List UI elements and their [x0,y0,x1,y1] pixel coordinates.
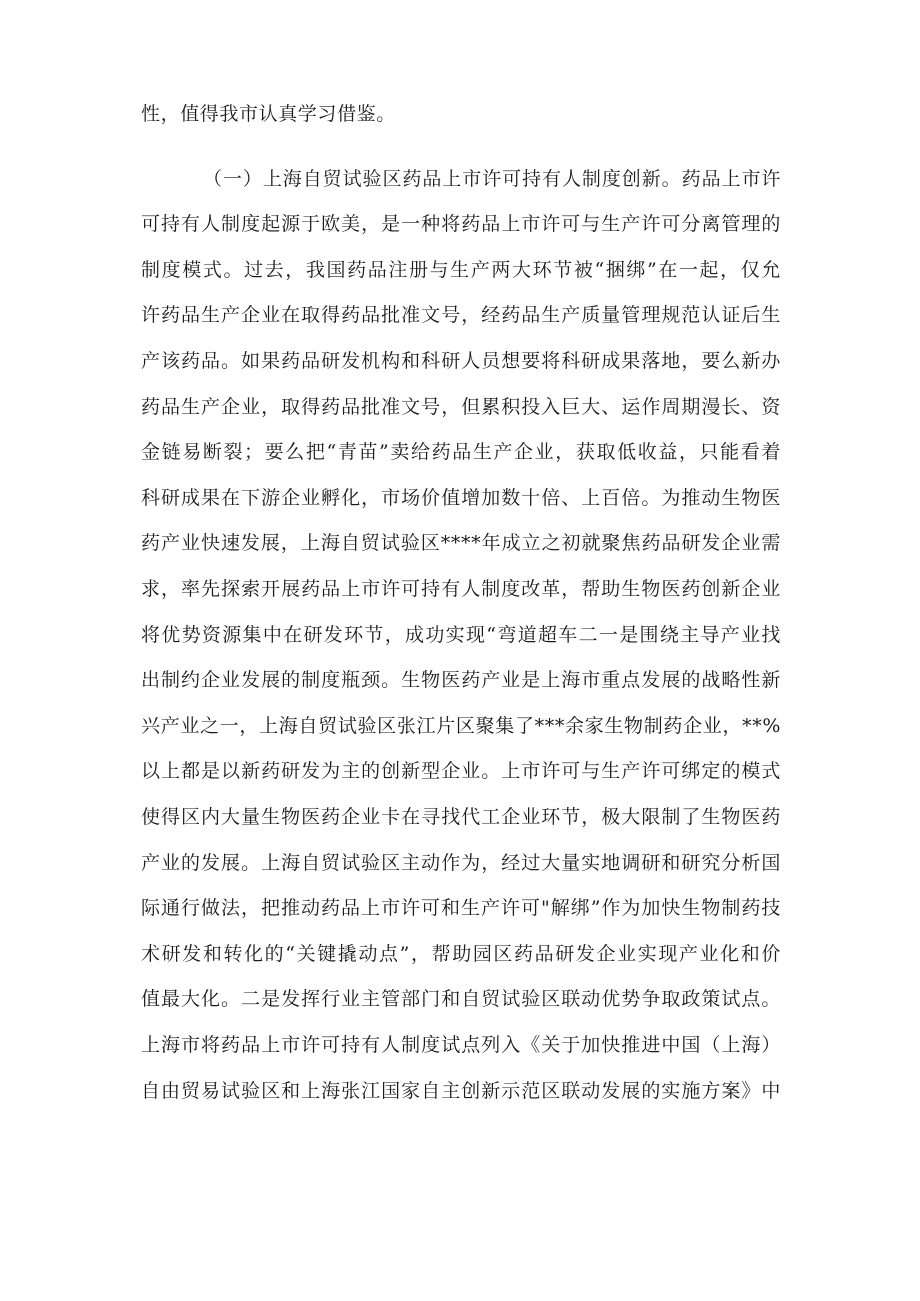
text-line-17: 产业的发展。上海自贸试验区主动作为，经过大量实地调研和研究分析国 [141,852,781,874]
text-line-14: 兴产业之一，上海自贸试验区张江片区聚集了***余家生物制药企业，**% [141,715,781,737]
text-line-13: 出制约企业发展的制度瓶颈。生物医药产业是上海市重点发展的战略性新 [141,669,781,691]
text-line-10: 药产业快速发展，上海自贸试验区****年成立之初就聚焦药品研发企业需 [141,532,781,554]
text-line-18: 际通行做法，把推动药品上市许可和生产许可"解绑”作为加快生物制药技 [141,897,781,919]
text-line-19: 术研发和转化的“关键撬动点”，帮助园区药品研发企业实现产业化和价 [141,943,781,965]
text-line-1: 性，值得我市认真学习借鉴。 [141,103,396,125]
text-line-16: 使得区内大量生物医药企业卡在寻找代工企业环节，极大限制了生物医药 [141,806,781,828]
text-line-8: 金链易断裂；要么把“青苗”卖给药品生产企业，获取低收益，只能看着 [141,441,781,463]
text-line-6: 产该药品。如果药品研发机构和科研人员想要将科研成果落地，要么新办 [141,350,781,372]
text-line-7: 药品生产企业，取得药品批准文号，但累积投入巨大、运作周期漫长、资 [141,396,781,418]
text-line-22: 自由贸易试验区和上海张江国家自主创新示范区联动发展的实施方案》中 [141,1080,781,1102]
text-line-20: 值最大化。二是发挥行业主管部门和自贸试验区联动优势争取政策试点。 [141,988,781,1010]
text-line-9: 科研成果在下游企业孵化，市场价值增加数十倍、上百倍。为推动生物医 [141,487,781,509]
text-line-5: 许药品生产企业在取得药品批准文号，经药品生产质量管理规范认证后生 [141,304,781,326]
text-line-4: 制度模式。过去，我国药品注册与生产两大环节被“捆绑”在一起，仅允 [141,259,781,281]
text-line-3: 可持有人制度起源于欧美，是一种将药品上市许可与生产许可分离管理的 [141,213,781,235]
text-line-21: 上海市将药品上市许可持有人制度试点列入《关于加快推进中国（上海） [141,1034,781,1056]
text-line-11: 求，率先探索开展药品上市许可持有人制度改革，帮助生物医药创新企业 [141,578,781,600]
section-heading-line: （一）上海自贸试验区药品上市许可持有人制度创新。药品上市许 [203,168,781,190]
text-line-12: 将优势资源集中在研发环节，成功实现“弯道超车二一是围绕主导产业找 [141,624,781,646]
text-line-15: 以上都是以新药研发为主的创新型企业。上市许可与生产许可绑定的模式 [141,760,781,782]
